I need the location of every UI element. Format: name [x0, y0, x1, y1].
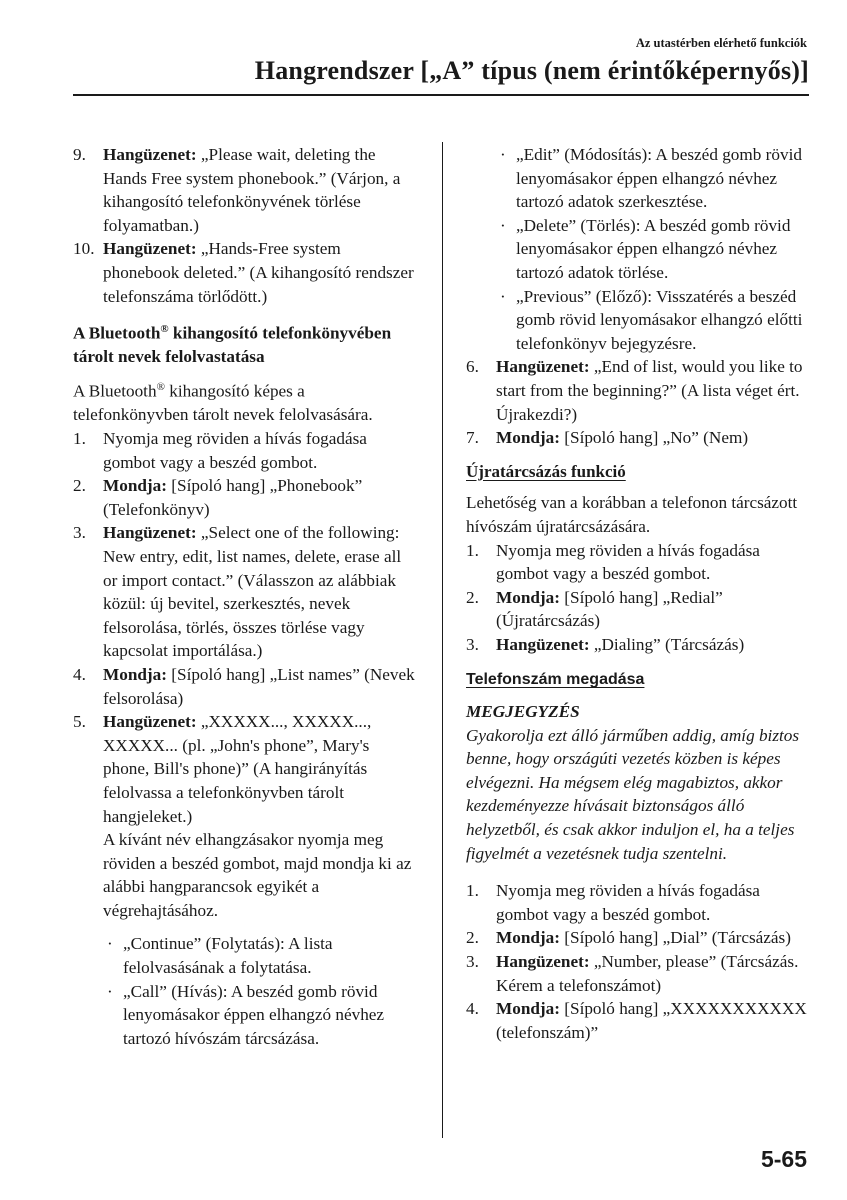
item-text: [103, 237, 418, 308]
item-number: 10.: [73, 239, 95, 259]
list-item: [73, 237, 418, 308]
bullet-item: [496, 285, 811, 356]
item-text: [496, 633, 811, 657]
page-number: 5-65: [760, 1146, 807, 1172]
list-item: [466, 997, 811, 1044]
section-heading-part: A Bluetooth: [73, 323, 161, 343]
item-text: [103, 143, 418, 237]
list-item: [73, 143, 418, 237]
intro-part: kihangosító képes a telefonkönyvben tárolt nevek felolvasására.: [73, 381, 373, 425]
item-number: 2.: [466, 928, 479, 948]
item-text: [496, 426, 811, 450]
item-body: „Number, please” (Tárcsázás. Kérem a telefonszámot): [496, 952, 799, 995]
column-divider: [442, 142, 443, 1138]
item-label: Mondja:: [496, 999, 560, 1019]
bullet-dot: ·: [107, 981, 113, 1001]
section-heading: [73, 318, 418, 369]
bullet-list: [103, 932, 418, 1050]
item-label: Mondja:: [496, 428, 560, 448]
item-number: 3.: [73, 523, 86, 543]
item-text: [496, 355, 811, 426]
item-label: Hangüzenet:: [103, 239, 197, 259]
bullet-text: „Edit” (Módosítás): A beszéd gomb rövid lenyomásakor éppen elhangzó névhez tartozó adatok szerkesztése.: [516, 145, 802, 212]
item-body: Nyomja meg röviden a hívás fogadása gombot vagy a beszéd gombot.: [103, 429, 367, 472]
item-label: Mondja:: [103, 664, 167, 684]
bullet-item: [496, 214, 811, 285]
note-title: MEGJEGYZÉS: [466, 702, 580, 722]
item-text: [103, 710, 418, 922]
item-number: 1.: [466, 540, 479, 560]
item-label: Hangüzenet:: [496, 952, 590, 971]
bullet-dot: ·: [500, 145, 506, 164]
list-item: [73, 521, 418, 663]
item-label: Hangüzenet:: [103, 145, 197, 164]
item-text: [496, 950, 811, 997]
section-heading-part: kihangosító telefonkönyvében tárolt nevek felolvastatása: [73, 323, 392, 367]
bullet-text: „Continue” (Folytatás): A lista felolvasásának a folytatása.: [123, 934, 333, 978]
list-item: [73, 474, 418, 521]
bullet-item: [496, 143, 811, 214]
list-item: [466, 355, 811, 426]
list-item: [466, 426, 811, 450]
item-label: Hangüzenet:: [496, 634, 590, 654]
list-item: [466, 926, 811, 950]
intro-paragraph: [73, 376, 418, 427]
bullet-text: „Call” (Hívás): A beszéd gomb rövid lenyomásakor éppen elhangzó névhez tartozó hívószám tárcsázása.: [123, 981, 385, 1048]
bullet-dot: ·: [500, 215, 506, 235]
item-text: [103, 663, 418, 710]
item-label: Hangüzenet:: [496, 357, 590, 377]
item-number: 3.: [466, 634, 479, 654]
item-text: [103, 521, 418, 663]
item-body: „Select one of the following: New entry, edit, list names, delete, erase all or import contact.” (Válasszon az alábbiak közül: új bevitel, szerkesztés, nevek felsorolása, törlés, összes törlése vagy kapcsolat importálása.): [103, 523, 402, 661]
item-extra: A kívánt név elhangzásakor nyomja meg röviden a beszéd gombot, majd mondja ki az alábbi hangparancsok egyikét a végrehajtásához.: [103, 830, 412, 920]
item-body: „Please wait, deleting the Hands Free system phonebook.” (Várjon, a kihangosító telefonkönyvének törlése folyamatban.): [103, 145, 401, 235]
item-body: „End of list, would you like to start from the beginning?” (A lista véget ért. Újrakezdi?): [496, 357, 803, 424]
item-text: [496, 539, 811, 586]
item-body: „Hands-Free system phonebook deleted.” (A kihangosító rendszer telefonszáma törlődött.): [103, 239, 414, 306]
bullet-list: [496, 143, 811, 355]
item-number: 2.: [73, 476, 86, 496]
item-text: [496, 586, 811, 633]
list-item: [73, 663, 418, 710]
item-label: Hangüzenet:: [103, 712, 197, 732]
item-text: [496, 997, 811, 1044]
left-column: [73, 143, 418, 1050]
item-number: 3.: [466, 952, 479, 971]
intro-part: A Bluetooth: [73, 381, 157, 401]
redial-intro: Lehetőség van a korábban a telefonon tárcsázott hívószám újratárcsázására.: [466, 493, 798, 536]
item-text: [103, 427, 418, 474]
item-label: Mondja:: [496, 587, 560, 607]
item-number: 1.: [466, 881, 479, 901]
list-item: [73, 710, 418, 922]
right-column: [466, 143, 811, 1044]
item-label: Hangüzenet:: [103, 523, 197, 543]
note-body: Gyakorolja ezt álló járműben addig, amíg biztos benne, hogy országúti vezetés közben is képes elvégezni. Ha mégsem elég magabiztos, akkor kezdeményezze hívásait biztonságos álló helyzetből, és csak akkor induljon el, ha a teljes figyelmét a vezetésnek tudja szentelni.: [466, 725, 800, 863]
item-number: 9.: [73, 145, 86, 164]
item-text: [496, 926, 811, 950]
header-subtitle: Az utastérben elérhető funkciók: [635, 36, 807, 50]
item-number: 4.: [73, 664, 86, 684]
item-body: [Sípoló hang] „Redial” (Újratárcsázás): [496, 587, 723, 631]
header-rule: [73, 94, 809, 96]
bullet-dot: ·: [500, 286, 506, 306]
bullet-item: [103, 932, 418, 979]
registered-mark: ®: [156, 381, 165, 394]
redial-heading: Újratárcsázás funkció: [466, 461, 626, 481]
registered-mark: ®: [160, 323, 169, 336]
bullet-item: [103, 980, 418, 1051]
item-body: [Sípoló hang] „XXXXXXXXXXX (telefonszám)”: [496, 999, 807, 1042]
list-item: [466, 950, 811, 997]
item-body: [Sípoló hang] „Dial” (Tárcsázás): [559, 928, 791, 948]
item-number: 5.: [73, 712, 86, 732]
phone-heading: Telefonszám megadása: [466, 671, 645, 689]
list-item: [466, 586, 811, 633]
item-body: „XXXXX..., XXXXX..., XXXXX... (pl. „John's phone”, Mary's phone, Bill's phone)” (A hangirányítás felolvassa a telefonkönyvben tárolt hangjeleket.): [103, 712, 372, 826]
item-body: Nyomja meg röviden a hívás fogadása gombot vagy a beszéd gombot.: [496, 540, 760, 584]
item-number: 1.: [73, 429, 86, 448]
bullet-text: „Previous” (Előző): Visszatérés a beszéd gomb rövid lenyomásakor elhangzó előtti telefonkönyv bejegyzésre.: [516, 286, 803, 353]
item-number: 4.: [466, 999, 479, 1019]
item-label: Mondja:: [103, 476, 167, 496]
item-body: Nyomja meg röviden a hívás fogadása gombot vagy a beszéd gombot.: [496, 881, 760, 924]
list-item: [73, 427, 418, 474]
item-text: [496, 879, 811, 926]
item-number: 7.: [466, 428, 479, 448]
item-number: 2.: [466, 587, 479, 607]
bullet-dot: ·: [107, 934, 113, 954]
list-item: [466, 539, 811, 586]
item-body: [Sípoló hang] „List names” (Nevek felsorolása): [103, 664, 415, 708]
item-body: [Sípoló hang] „No” (Nem): [559, 428, 749, 448]
item-label: Mondja:: [496, 928, 560, 948]
item-body: „Dialing” (Tárcsázás): [589, 634, 745, 654]
list-item: [466, 633, 811, 657]
page-title: Hangrendszer [„A” típus (nem érintőképernyős)]: [254, 56, 809, 85]
item-text: [103, 474, 418, 521]
list-item: [466, 879, 811, 926]
item-body: [Sípoló hang] „Phonebook” (Telefonkönyv): [103, 476, 363, 519]
item-number: 6.: [466, 357, 479, 377]
bullet-text: „Delete” (Törlés): A beszéd gomb rövid lenyomásakor éppen elhangzó névhez tartozó adatok törlése.: [516, 215, 791, 282]
